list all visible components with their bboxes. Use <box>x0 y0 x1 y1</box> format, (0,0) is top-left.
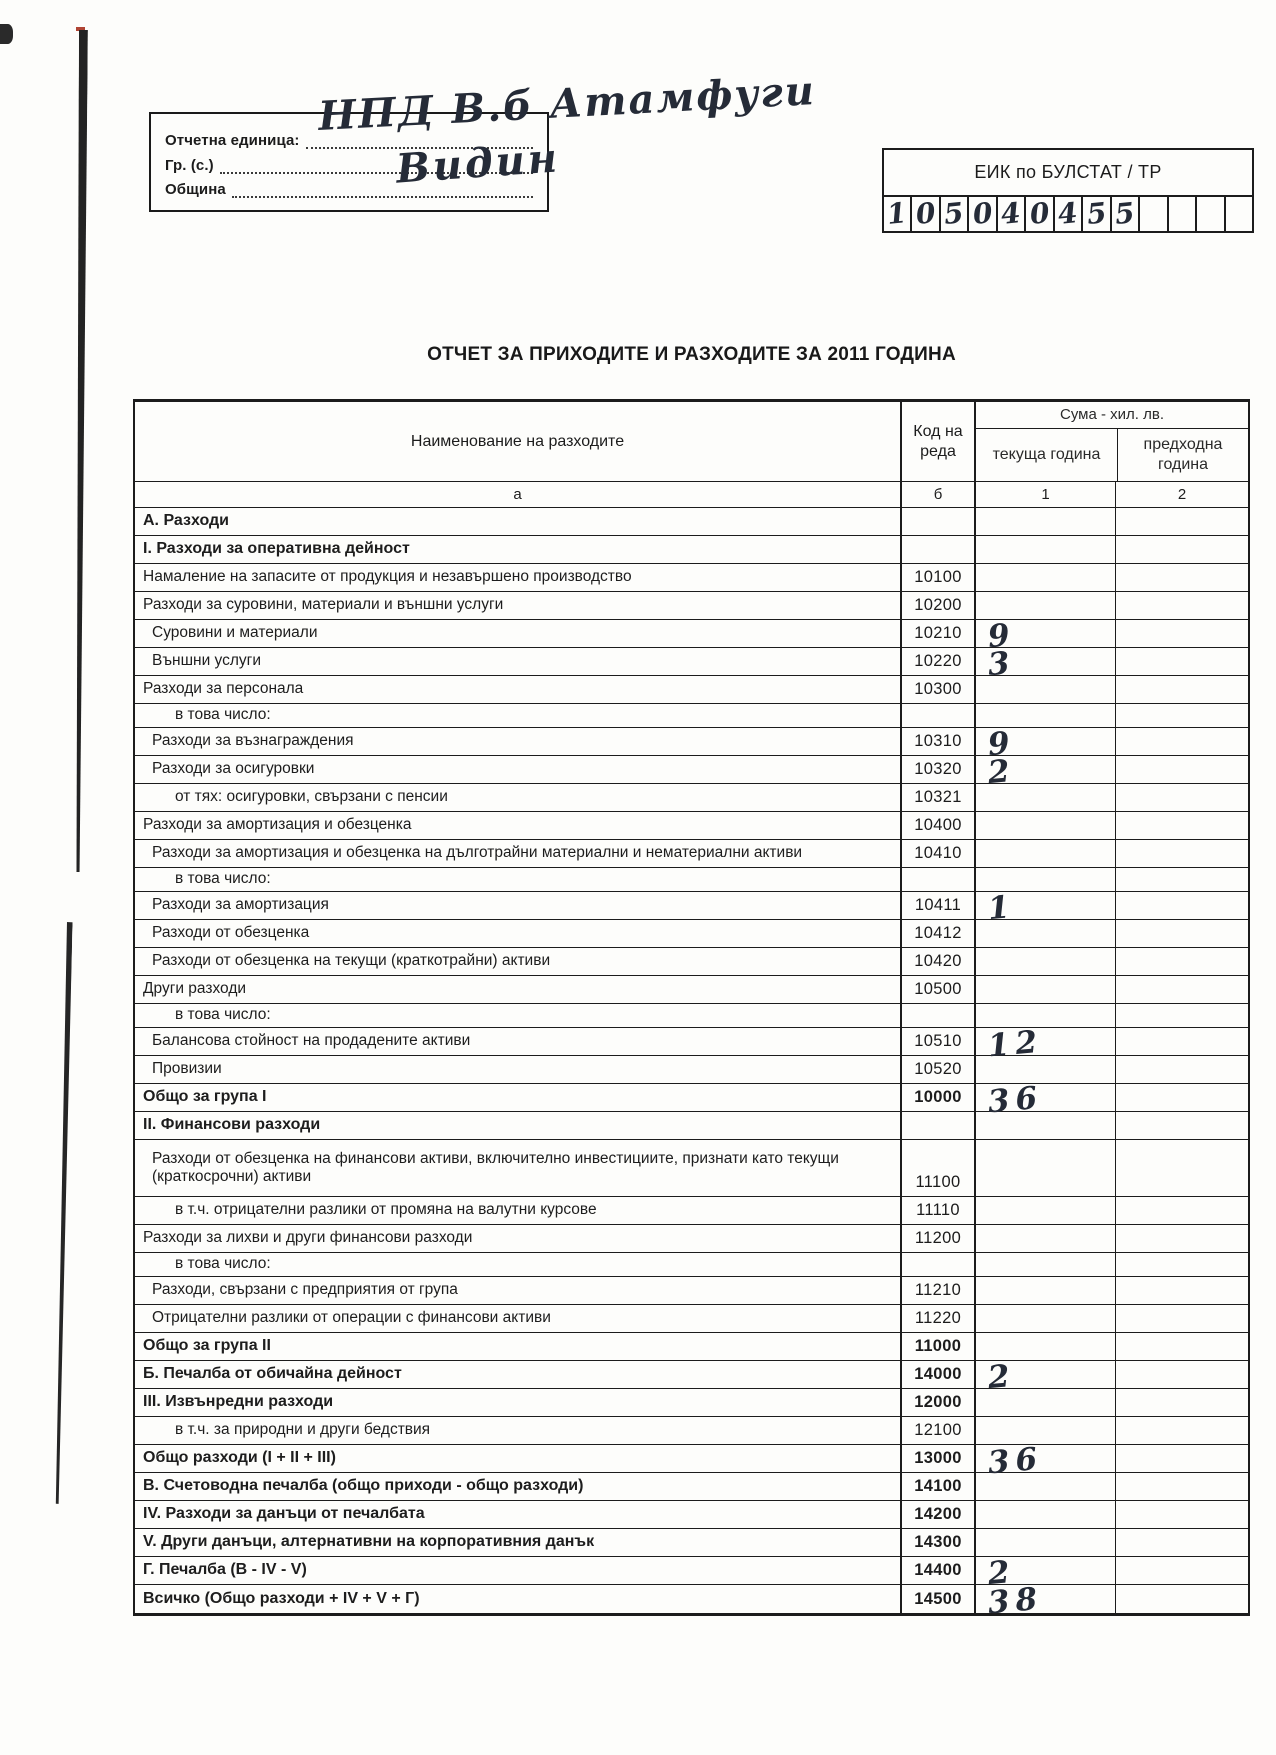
column-number-2: 2 <box>1115 482 1248 507</box>
row-previous-year-cell <box>1115 1529 1248 1556</box>
row-current-year-cell <box>974 1079 1115 1121</box>
eik-digit-cell <box>1081 197 1109 231</box>
row-previous-year-cell <box>1115 1501 1248 1528</box>
handwritten-eik-digit: 0 <box>914 196 938 231</box>
row-current-year-cell <box>974 1580 1115 1622</box>
row-name: Общо за група I <box>143 1088 267 1106</box>
eik-digit-cell <box>939 197 967 231</box>
row-code: 14100 <box>900 1473 974 1500</box>
handwritten-value: 2 <box>986 1357 1018 1397</box>
row-code <box>900 704 974 727</box>
handwritten-eik-digit: 5 <box>1085 196 1108 231</box>
reporting-unit-label: Отчетна единица: <box>165 132 300 149</box>
row-current-year-cell <box>974 536 1115 563</box>
row-name: А. Разходи <box>143 512 230 530</box>
table-row <box>135 1056 1248 1084</box>
table-row <box>135 948 1248 976</box>
row-current-year-cell <box>974 1004 1115 1027</box>
row-previous-year-cell <box>1115 1473 1248 1500</box>
row-code: 10220 <box>900 648 974 675</box>
row-name: V. Други данъци, алтернативни на корпоративния данък <box>143 1533 595 1551</box>
row-previous-year-cell <box>1115 536 1248 563</box>
table-row <box>135 592 1248 620</box>
table-row <box>135 1079 1248 1121</box>
row-code: 11220 <box>900 1305 974 1332</box>
row-code: 10510 <box>900 1028 974 1055</box>
row-code: 11210 <box>900 1277 974 1304</box>
row-code <box>900 1004 974 1027</box>
handwritten-eik-digit: 5 <box>1113 196 1137 231</box>
row-name: Разходи за лихви и други финансови разходи <box>143 1229 473 1247</box>
row-code: 12000 <box>900 1389 974 1416</box>
row-current-year-cell <box>974 888 1115 928</box>
row-code: 10412 <box>900 920 974 947</box>
row-previous-year-cell <box>1115 1084 1248 1111</box>
eik-digit-cell <box>884 197 910 231</box>
table-row <box>135 1004 1248 1028</box>
row-current-year-cell <box>974 812 1115 839</box>
row-name: Г. Печалба (В - IV - V) <box>143 1561 307 1579</box>
table-row <box>135 1333 1248 1361</box>
table-row <box>135 1553 1248 1593</box>
table-header-sum-label: Сума - хил. лв. <box>976 402 1248 429</box>
table-row <box>135 1140 1248 1197</box>
row-name: Отрицателни разлики от операции с финансови активи <box>152 1309 551 1327</box>
eik-label: ЕИК по БУЛСТАТ / ТР <box>974 162 1162 182</box>
handwritten-value: 9 <box>986 724 1018 764</box>
table-row <box>135 1580 1248 1622</box>
row-code: 12100 <box>900 1417 974 1444</box>
eik-digit-cell <box>996 197 1024 231</box>
row-previous-year-cell <box>1115 564 1248 591</box>
table-row <box>135 1389 1248 1417</box>
row-code <box>900 536 974 563</box>
row-code: 13000 <box>900 1445 974 1472</box>
city-label: Гр. (с.) <box>165 156 214 174</box>
row-name: Разходи, свързани с предприятия от група <box>152 1281 458 1299</box>
row-code: 11100 <box>900 1140 974 1196</box>
row-previous-year-cell <box>1115 1417 1248 1444</box>
table-row <box>135 508 1248 536</box>
row-current-year-cell <box>974 752 1115 792</box>
table-row <box>135 1023 1248 1065</box>
row-name: в това число: <box>175 870 271 888</box>
row-name: Общо за група II <box>143 1337 271 1355</box>
row-current-year-cell <box>974 1277 1115 1304</box>
row-current-year-cell <box>974 1197 1115 1224</box>
row-code: 10411 <box>900 892 974 919</box>
row-name: в това число: <box>175 706 271 724</box>
scan-artifact-bar-top <box>73 30 88 872</box>
row-previous-year-cell <box>1115 868 1248 891</box>
handwritten-eik-digit: 4 <box>1056 196 1080 231</box>
handwritten-value: 3 <box>986 644 1018 684</box>
table-header-code: Код на реда <box>900 402 974 481</box>
row-current-year-cell <box>974 1225 1115 1252</box>
table-row <box>135 1305 1248 1333</box>
row-name: I. Разходи за оперативна дейност <box>143 540 410 558</box>
row-current-year-cell <box>974 724 1115 764</box>
row-code: 14200 <box>900 1501 974 1528</box>
row-name: Разходи за осигуровки <box>152 760 315 778</box>
row-code: 10410 <box>900 840 974 867</box>
handwritten-city-name: Видин <box>394 134 562 193</box>
table-row <box>135 1357 1248 1397</box>
row-name: Разходи от обезценка <box>152 924 310 942</box>
row-code <box>900 1112 974 1139</box>
row-previous-year-cell <box>1115 1445 1248 1472</box>
row-previous-year-cell <box>1115 976 1248 1003</box>
row-code: 10310 <box>900 728 974 755</box>
handwritten-unit-name: НПД В.б Атамфуги <box>317 66 817 141</box>
row-name: Разходи от обезценка на финансови активи, включително инвестициите, признати като текущи (краткосрочни) активи <box>152 1149 839 1185</box>
handwritten-value: 38 <box>986 1580 1045 1622</box>
row-current-year-cell <box>974 1417 1115 1444</box>
row-previous-year-cell <box>1115 1305 1248 1332</box>
row-name: в т.ч. отрицателни разлики от промяна на валутни курсове <box>175 1201 597 1219</box>
row-code: 10520 <box>900 1056 974 1083</box>
table-row <box>135 1529 1248 1557</box>
row-current-year-cell <box>974 592 1115 619</box>
row-previous-year-cell <box>1115 1112 1248 1139</box>
row-previous-year-cell <box>1115 1253 1248 1276</box>
row-current-year-cell <box>974 1357 1115 1397</box>
row-name: Б. Печалба от обичайна дейност <box>143 1365 402 1383</box>
row-code: 10100 <box>900 564 974 591</box>
row-current-year-cell <box>974 1440 1115 1482</box>
table-header-current-year: текуща година <box>992 446 1101 463</box>
table-header-name: Наименование на разходите <box>410 432 625 450</box>
column-number-1: 1 <box>974 482 1115 507</box>
eik-cells <box>884 195 1252 231</box>
row-name: в това число: <box>175 1255 271 1273</box>
row-code: 10420 <box>900 948 974 975</box>
row-code: 10000 <box>900 1084 974 1111</box>
row-name: Разходи за персонала <box>143 680 304 698</box>
row-previous-year-cell <box>1115 620 1248 647</box>
table-header-sum-group <box>974 402 1248 481</box>
municipality-label: Община <box>165 181 226 198</box>
table-row <box>135 976 1248 1004</box>
row-code <box>900 1253 974 1276</box>
row-previous-year-cell <box>1115 892 1248 919</box>
row-code <box>900 868 974 891</box>
row-current-year-cell <box>974 1305 1115 1332</box>
row-name: Разходи за амортизация <box>152 896 329 914</box>
table-header <box>135 402 1248 482</box>
row-name: Разходи от обезценка на текущи (краткотрайни) активи <box>152 952 551 970</box>
row-name: Провизии <box>152 1060 222 1078</box>
row-previous-year-cell <box>1115 812 1248 839</box>
row-current-year-cell <box>974 976 1115 1003</box>
eik-digit-cell <box>1195 197 1223 231</box>
row-previous-year-cell <box>1115 1004 1248 1027</box>
handwritten-eik-digit: 0 <box>1028 196 1051 231</box>
row-name: Всичко (Общо разходи + IV + V + Г) <box>143 1589 420 1607</box>
table-row <box>135 616 1248 656</box>
row-previous-year-cell <box>1115 508 1248 535</box>
row-previous-year-cell <box>1115 1557 1248 1584</box>
row-current-year-cell <box>974 704 1115 727</box>
eik-digit-cell <box>1138 197 1166 231</box>
table-row <box>135 564 1248 592</box>
table-row <box>135 888 1248 928</box>
row-previous-year-cell <box>1115 1333 1248 1360</box>
handwritten-value: 1 <box>986 888 1018 928</box>
row-previous-year-cell <box>1115 728 1248 755</box>
handwritten-value: 2 <box>986 752 1018 792</box>
row-previous-year-cell <box>1115 840 1248 867</box>
table-row <box>135 1473 1248 1501</box>
row-code: 14000 <box>900 1361 974 1388</box>
row-previous-year-cell <box>1115 704 1248 727</box>
row-name: Суровини и материали <box>152 624 318 642</box>
row-name: II. Финансови разходи <box>143 1116 321 1134</box>
row-current-year-cell <box>974 868 1115 891</box>
handwritten-value: 12 <box>986 1023 1045 1065</box>
table-row <box>135 676 1248 704</box>
row-name: Външни услуги <box>152 652 261 670</box>
row-previous-year-cell <box>1115 784 1248 811</box>
row-code: 10200 <box>900 592 974 619</box>
table-row <box>135 1112 1248 1140</box>
table-row <box>135 868 1248 892</box>
row-name: Балансова стойност на продадените активи <box>152 1032 471 1050</box>
table-body <box>135 508 1248 1622</box>
table-row <box>135 1440 1248 1482</box>
eik-digit-cell <box>1053 197 1081 231</box>
page-title: ОТЧЕТ ЗА ПРИХОДИТЕ И РАЗХОДИТЕ ЗА 2011 ГОДИНА <box>427 344 956 365</box>
row-code: 10400 <box>900 812 974 839</box>
row-current-year-cell <box>974 644 1115 684</box>
row-code <box>900 508 974 535</box>
handwritten-eik-digit: 5 <box>942 196 966 231</box>
row-code: 11110 <box>900 1197 974 1224</box>
column-letter-row <box>135 482 1248 508</box>
column-letter-b: б <box>900 482 974 507</box>
table-row <box>135 1253 1248 1277</box>
row-previous-year-cell <box>1115 1389 1248 1416</box>
handwritten-eik-digit: 0 <box>971 196 994 231</box>
eik-digit-cell <box>1024 197 1052 231</box>
eik-box <box>882 148 1254 233</box>
row-current-year-cell <box>974 508 1115 535</box>
table-row <box>135 724 1248 764</box>
row-previous-year-cell <box>1115 592 1248 619</box>
row-current-year-cell <box>974 1553 1115 1593</box>
row-current-year-cell <box>974 1253 1115 1276</box>
row-name: Разходи за суровини, материали и външни услуги <box>143 596 504 614</box>
row-name: III. Извънредни разходи <box>143 1393 334 1411</box>
row-name: Други разходи <box>143 980 247 998</box>
expenses-table <box>133 399 1250 1622</box>
table-header-previous-year: предходна година <box>1117 429 1248 481</box>
handwritten-value: 36 <box>986 1440 1045 1482</box>
row-code: 10500 <box>900 976 974 1003</box>
table-row <box>135 1225 1248 1253</box>
eik-digit-cell <box>1224 197 1252 231</box>
eik-digit-cell <box>1167 197 1195 231</box>
row-name: Разходи за възнаграждения <box>152 732 354 750</box>
table-row <box>135 536 1248 564</box>
table-row <box>135 1417 1248 1445</box>
handwritten-value: 9 <box>986 616 1018 656</box>
handwritten-value: 2 <box>986 1553 1018 1593</box>
column-letter-a: а <box>513 486 522 503</box>
row-name: от тях: осигуровки, свързани с пенсии <box>175 788 448 806</box>
row-previous-year-cell <box>1115 756 1248 783</box>
row-current-year-cell <box>974 948 1115 975</box>
table-row <box>135 1277 1248 1305</box>
scan-smudge <box>0 24 13 44</box>
row-code: 10320 <box>900 756 974 783</box>
row-name: в т.ч. за природни и други бедствия <box>175 1421 431 1439</box>
row-previous-year-cell <box>1115 1197 1248 1224</box>
row-name: Разходи за амортизация и обезценка <box>143 816 412 834</box>
row-previous-year-cell <box>1115 1361 1248 1388</box>
handwritten-eik-digit: 4 <box>999 196 1023 231</box>
row-code: 14500 <box>900 1585 974 1613</box>
handwritten-value: 36 <box>986 1079 1045 1121</box>
row-previous-year-cell <box>1115 1225 1248 1252</box>
table-row <box>135 1501 1248 1529</box>
table-row <box>135 644 1248 684</box>
row-name: Намаление на запасите от продукция и незавършено производство <box>143 568 632 586</box>
row-name: IV. Разходи за данъци от печалбата <box>143 1505 425 1523</box>
row-name: В. Счетоводна печалба (общо приходи - общо разходи) <box>143 1477 584 1495</box>
row-previous-year-cell <box>1115 920 1248 947</box>
row-previous-year-cell <box>1115 1277 1248 1304</box>
row-current-year-cell <box>974 1501 1115 1528</box>
row-current-year-cell <box>974 1023 1115 1065</box>
row-name: Общо разходи (I + II + III) <box>143 1449 336 1467</box>
row-previous-year-cell <box>1115 1028 1248 1055</box>
table-header-year-columns <box>976 429 1248 481</box>
row-code: 10300 <box>900 676 974 703</box>
row-current-year-cell <box>974 840 1115 867</box>
handwritten-eik-digit: 1 <box>885 196 909 231</box>
row-current-year-cell <box>974 1140 1115 1196</box>
row-code: 10321 <box>900 784 974 811</box>
row-current-year-cell <box>974 1333 1115 1360</box>
row-previous-year-cell <box>1115 1056 1248 1083</box>
row-code: 11200 <box>900 1225 974 1252</box>
row-previous-year-cell <box>1115 1140 1248 1196</box>
eik-digit-cell <box>910 197 938 231</box>
row-name: в това число: <box>175 1006 271 1024</box>
row-previous-year-cell <box>1115 948 1248 975</box>
table-row <box>135 1197 1248 1225</box>
row-previous-year-cell <box>1115 1585 1248 1613</box>
row-code: 10210 <box>900 620 974 647</box>
table-row <box>135 840 1248 868</box>
eik-digit-cell <box>1110 197 1138 231</box>
row-current-year-cell <box>974 1529 1115 1556</box>
table-row <box>135 920 1248 948</box>
eik-digit-cell <box>967 197 995 231</box>
row-previous-year-cell <box>1115 648 1248 675</box>
table-row <box>135 784 1248 812</box>
scan-artifact-bar-bottom <box>54 922 72 1504</box>
table-row <box>135 704 1248 728</box>
row-code: 14300 <box>900 1529 974 1556</box>
row-current-year-cell <box>974 616 1115 656</box>
table-row <box>135 812 1248 840</box>
row-code: 11000 <box>900 1333 974 1360</box>
row-code: 14400 <box>900 1557 974 1584</box>
row-name: Разходи за амортизация и обезценка на дълготрайни материални и нематериални активи <box>152 844 803 862</box>
row-previous-year-cell <box>1115 676 1248 703</box>
row-current-year-cell <box>974 564 1115 591</box>
table-row <box>135 752 1248 792</box>
